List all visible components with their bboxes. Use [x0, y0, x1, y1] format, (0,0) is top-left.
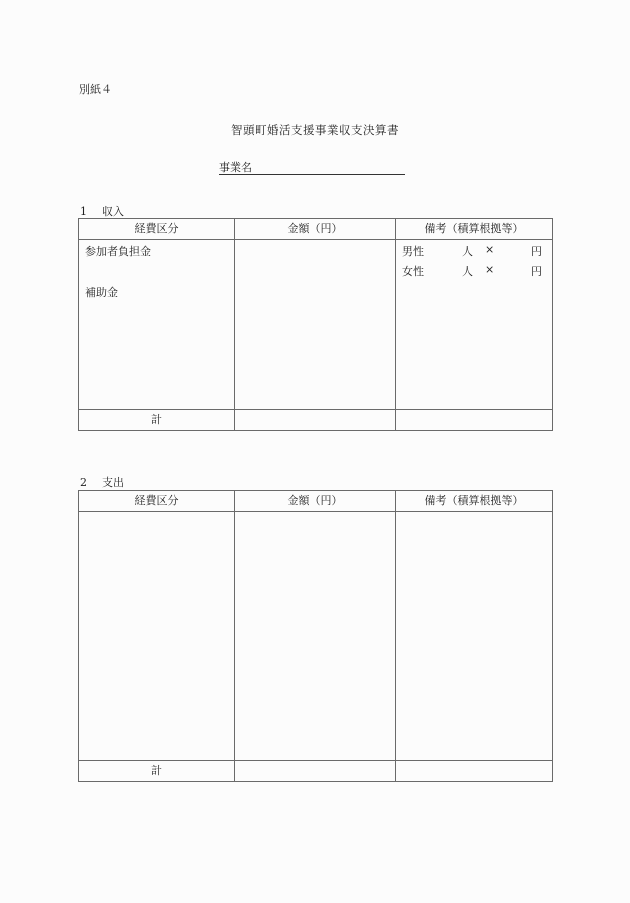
project-name-field[interactable] — [219, 161, 405, 175]
column-header-notes: 備考（積算根拠等） — [396, 491, 553, 512]
section-title: 支出 — [102, 476, 124, 489]
income-section-heading — [80, 203, 124, 219]
column-header-category: 経費区分 — [79, 219, 235, 240]
table-row — [79, 512, 553, 761]
total-amount-cell[interactable] — [235, 410, 396, 431]
document-title: 智頭町婚活支援事業収支決算書 — [231, 123, 399, 137]
note-yen-unit: 円 — [531, 245, 542, 258]
note-line-female — [402, 263, 548, 277]
table-row — [79, 240, 553, 410]
expense-section-heading — [80, 474, 124, 490]
total-notes-cell[interactable] — [396, 761, 553, 782]
total-row — [79, 410, 553, 431]
amount-cell[interactable] — [235, 240, 396, 410]
note-gender: 男性 — [402, 245, 424, 258]
category-cell[interactable] — [79, 512, 235, 761]
column-header-notes: 備考（積算根拠等） — [396, 219, 553, 240]
note-person-unit: 人 — [462, 265, 473, 278]
total-row — [79, 761, 553, 782]
notes-cell[interactable] — [396, 240, 553, 410]
total-label: 計 — [79, 761, 235, 782]
note-line-male — [402, 243, 548, 257]
column-header-category: 経費区分 — [79, 491, 235, 512]
table-header-row — [79, 219, 553, 240]
section-title: 収入 — [102, 205, 124, 218]
income-table — [78, 218, 553, 431]
total-notes-cell[interactable] — [396, 410, 553, 431]
category-cell[interactable] — [79, 240, 235, 410]
total-amount-cell[interactable] — [235, 761, 396, 782]
total-label: 計 — [79, 410, 235, 431]
table-header-row — [79, 491, 553, 512]
amount-cell[interactable] — [235, 512, 396, 761]
note-times-sign: × — [485, 243, 495, 256]
note-gender: 女性 — [402, 265, 424, 278]
project-name-label: 事業名 — [219, 161, 252, 174]
column-header-amount: 金額（円） — [235, 219, 396, 240]
attachment-label: 別紙４ — [79, 83, 112, 96]
notes-cell[interactable] — [396, 512, 553, 761]
section-number: 1 — [80, 205, 87, 218]
note-person-unit: 人 — [462, 245, 473, 258]
note-times-sign: × — [485, 263, 495, 276]
category-subsidy: 補助金 — [85, 286, 118, 299]
column-header-amount: 金額（円） — [235, 491, 396, 512]
category-participant-fee: 参加者負担金 — [85, 245, 151, 258]
expense-table — [78, 490, 553, 782]
note-yen-unit: 円 — [531, 265, 542, 278]
section-number: 2 — [80, 476, 87, 489]
